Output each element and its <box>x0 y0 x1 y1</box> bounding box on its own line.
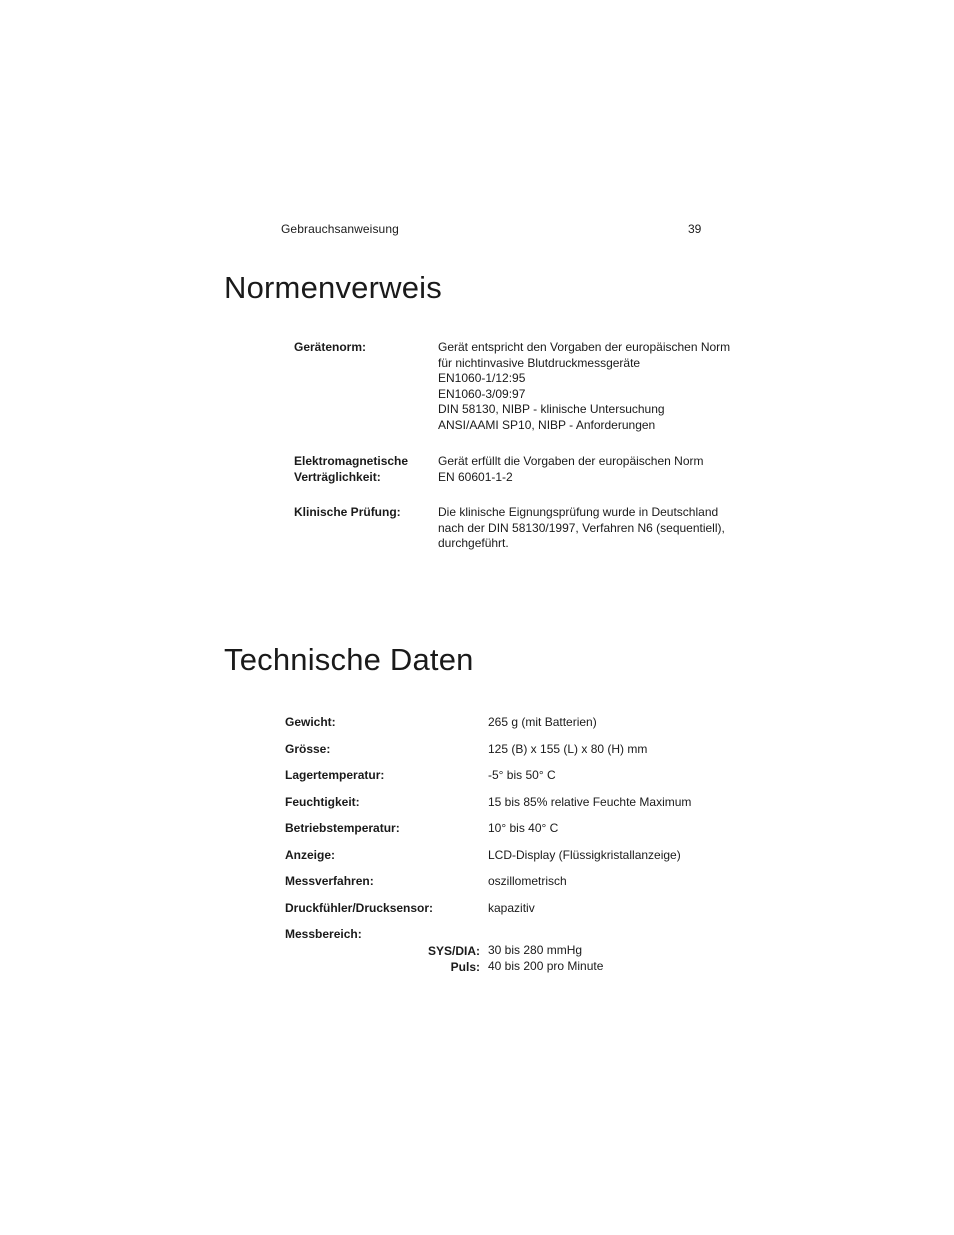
section-title-normenverweis: Normenverweis <box>224 270 442 305</box>
section-title-technische-daten: Technische Daten <box>224 642 474 677</box>
tech-label: Feuchtigkeit: <box>285 795 360 809</box>
tech-label: Messverfahren: <box>285 874 374 888</box>
sub-value-puls: 40 bis 200 pro Minute <box>488 959 604 973</box>
value-line: Gerät entspricht den Vorgaben der europäischen Norm <box>438 340 731 354</box>
tech-label: Anzeige: <box>285 848 336 862</box>
tech-value: LCD-Display (Flüssigkristallanzeige) <box>488 848 681 862</box>
value-line: durchgeführt. <box>438 536 509 550</box>
sub-label-sys-dia: SYS/DIA: <box>427 944 480 958</box>
tech-value: -5° bis 50° C <box>488 768 556 782</box>
tech-value: oszillometrisch <box>488 874 567 888</box>
label-line: Klinische Prüfung: <box>294 505 401 519</box>
tech-label: Grösse: <box>285 742 331 756</box>
value-line: für nichtinvasive Blutdruckmessgeräte <box>438 355 641 370</box>
value-line: EN1060-3/09:97 <box>438 386 526 401</box>
sub-label-puls: Puls: <box>450 960 480 974</box>
norm-label-emv <box>294 454 434 485</box>
value-line: DIN 58130, NIBP - klinische Untersuchung <box>438 402 665 416</box>
tech-label: Druckfühler/Drucksensor: <box>285 901 434 915</box>
value-line: Die klinische Eignungsprüfung wurde in Deutschland <box>438 505 719 519</box>
value-line: ANSI/AAMI SP10, NIBP - Anforderungen <box>438 417 656 432</box>
tech-value: 10° bis 40° C <box>488 821 559 835</box>
value-line: EN 60601-1-2 <box>438 469 513 484</box>
norm-label-klinische-pruefung <box>294 505 434 521</box>
norm-value-klinische-pruefung <box>438 505 728 552</box>
tech-value: 265 g (mit Batterien) <box>488 715 597 729</box>
norm-value-geraetenorm <box>438 340 731 433</box>
value-line: EN1060-1/12:95 <box>438 371 526 385</box>
value-line: nach der DIN 58130/1997, Verfahren N6 (sequentiell), <box>438 520 725 535</box>
sub-value-sys-dia: 30 bis 280 mmHg <box>488 943 583 957</box>
norm-label-geraetenorm <box>294 340 434 356</box>
tech-label: Betriebstemperatur: <box>285 821 400 835</box>
norm-value-emv <box>438 454 728 485</box>
value-line: Gerät erfüllt die Vorgaben der europäischen Norm <box>438 454 704 468</box>
label-line: Elektromagnetische <box>294 454 409 468</box>
tech-value: 125 (B) x 155 (L) x 80 (H) mm <box>488 742 648 756</box>
tech-value: 15 bis 85% relative Feuchte Maximum <box>488 795 692 809</box>
running-head: Gebrauchsanweisung <box>281 222 399 236</box>
tech-label: Gewicht: <box>285 715 336 729</box>
tech-label-messbereich: Messbereich: <box>285 927 362 941</box>
label-line: Gerätenorm: <box>294 340 367 354</box>
label-line: Verträglichkeit: <box>294 469 381 484</box>
tech-value: kapazitiv <box>488 901 535 915</box>
page-number: 39 <box>688 222 702 236</box>
tech-label: Lagertemperatur: <box>285 768 385 782</box>
